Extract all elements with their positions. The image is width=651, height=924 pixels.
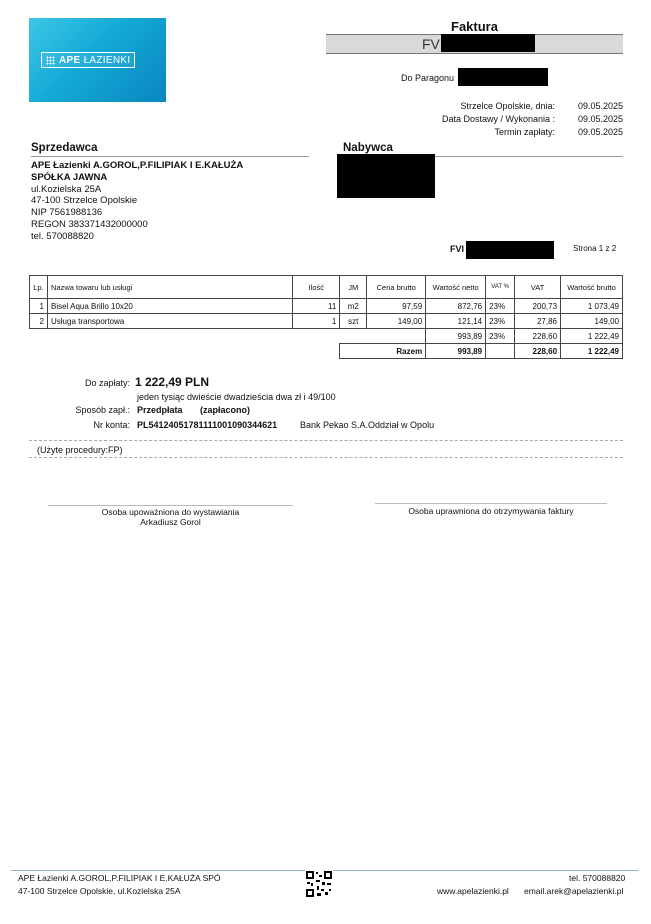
cell-name: Bisel Aqua Brillo 10x20 [47, 299, 292, 314]
seller-regon: REGON 383371432000000 [31, 218, 148, 230]
logo-brand-rest: ŁAZIENKI [83, 54, 131, 66]
col-header-vat: VAT [515, 276, 561, 299]
seller-divider [31, 156, 309, 157]
signature-line-left [48, 505, 293, 506]
page-indicator: Strona 1 z 2 [573, 244, 617, 253]
date-value: 09.05.2025 [577, 101, 623, 111]
redacted-receipt-number [458, 68, 548, 86]
payment-status: (zapłacono) [200, 405, 251, 415]
cell-unit: szt [340, 314, 367, 329]
vat-summary-row [30, 329, 623, 344]
redacted-doc-ref [466, 241, 554, 259]
seller-city: 47-100 Strzelce Opolskie [31, 195, 138, 207]
date-label: Data Dostawy / Wykonania : [442, 114, 555, 124]
cell-net-value: 121,14 [426, 314, 486, 329]
qr-code-icon [305, 870, 333, 898]
cell-vat: 200,73 [515, 299, 561, 314]
col-header-gross-value: Wartość brutto [561, 276, 623, 299]
footer-website: www.apelazienki.pl [437, 886, 509, 896]
grid-dots-icon [46, 56, 55, 65]
summary-net: 993,89 [426, 329, 486, 344]
seller-name: APE Łazienki A.GOROL,P.FILIPIAK I E.KAŁUŻA [31, 160, 244, 171]
seller-nip: NIP 7561988136 [31, 207, 103, 219]
total-net: 993,89 [426, 344, 486, 359]
col-header-net-value: Wartość netto [426, 276, 486, 299]
footer-company: APE Łazienki A.GOROL,P.FILIPIAK I E.KAŁUŻA SPÓ [18, 873, 221, 883]
account-number: PL54124051781111001090344621 [137, 420, 278, 430]
signature-left-label: Osoba upoważniona do wystawiania [101, 507, 240, 517]
document-title: Faktura [451, 19, 498, 34]
seller-street: ul.Kozielska 25A [31, 183, 102, 195]
date-row-delivery [380, 114, 623, 127]
col-header-vat-rate: VAT % [486, 276, 515, 299]
logo-badge [41, 52, 135, 68]
doc-ref-prefix: FVI [450, 244, 465, 254]
footer-address: 47-100 Strzelce Opolskie, ul.Kozielska 25A [18, 886, 181, 896]
total-row [30, 344, 623, 359]
col-header-name: Nazwa towaru lub usługi [47, 276, 292, 299]
table-row [30, 299, 623, 314]
amount-due-label: Do zapłaty: [84, 378, 130, 388]
col-header-lp: Lp. [30, 276, 48, 299]
signature-left-name: Arkadiusz Gorol [140, 517, 201, 527]
procedures-bottom-divider [29, 457, 623, 458]
seller-legal-form: SPÓŁKA JAWNA [31, 171, 108, 183]
vat-summary-spacer [30, 329, 426, 344]
footer-email: email.arek@apelazienki.pl [524, 886, 624, 896]
total-gross: 1 222,49 [561, 344, 623, 359]
cell-name: Usługa transportowa [47, 314, 292, 329]
cell-lp: 1 [30, 299, 48, 314]
company-logo [29, 18, 166, 102]
amount-in-words: jeden tysiąc dwieście dwadzieścia dwa zł i 49/100 [137, 392, 336, 402]
date-label: Termin zapłaty: [494, 127, 555, 137]
footer-tel: tel. 570088820 [569, 873, 626, 883]
amount-due-value: 1 222,49 PLN [135, 375, 210, 389]
payment-method-label: Sposób zapł.: [75, 405, 130, 415]
total-spacer [30, 344, 340, 359]
summary-gross: 1 222,49 [561, 329, 623, 344]
seller-heading: Sprzedawca [31, 142, 98, 154]
dates-block [380, 101, 623, 140]
date-label: Strzelce Opolskie, dnia: [460, 101, 555, 111]
table-row [30, 314, 623, 329]
date-row-issue [380, 101, 623, 114]
procedures-note: (Użyte procedury:FP) [37, 445, 123, 455]
col-header-unit: JM [340, 276, 367, 299]
cell-gross-value: 1 073,49 [561, 299, 623, 314]
receipt-label: Do Paragonu [401, 73, 455, 83]
cell-qty: 11 [293, 299, 340, 314]
account-label: Nr konta: [93, 420, 130, 430]
cell-vat-rate: 23% [486, 299, 515, 314]
date-value: 09.05.2025 [577, 127, 623, 137]
cell-gross-price: 97,59 [367, 299, 426, 314]
cell-net-value: 872,76 [426, 299, 486, 314]
table-header-row [30, 276, 623, 299]
buyer-heading: Nabywca [343, 142, 393, 154]
procedures-top-divider [29, 440, 623, 441]
summary-vat: 228,60 [515, 329, 561, 344]
signature-left [48, 507, 293, 527]
total-vat: 228,60 [515, 344, 561, 359]
total-rate-empty [486, 344, 515, 359]
redacted-buyer [337, 154, 435, 198]
cell-lp: 2 [30, 314, 48, 329]
cell-unit: m2 [340, 299, 367, 314]
date-row-due [380, 127, 623, 140]
total-label: Razem [340, 344, 426, 359]
col-header-gross-price: Cena brutto [367, 276, 426, 299]
payment-method-value: Przedpłata [137, 405, 183, 415]
redacted-invoice-number [441, 34, 535, 52]
logo-brand-bold: APE [59, 54, 81, 66]
cell-gross-price: 149,00 [367, 314, 426, 329]
cell-vat: 27,86 [515, 314, 561, 329]
cell-gross-value: 149,00 [561, 314, 623, 329]
invoice-number-prefix: FV [422, 36, 440, 52]
cell-vat-rate: 23% [486, 314, 515, 329]
bank-name: Bank Pekao S.A.Oddział w Opolu [300, 420, 435, 430]
cell-qty: 1 [293, 314, 340, 329]
col-header-qty: Ilość [293, 276, 340, 299]
items-table [29, 275, 623, 359]
signature-line-right [375, 503, 607, 504]
logo-text [59, 55, 130, 66]
seller-tel: tel. 570088820 [31, 230, 94, 242]
signature-right-label: Osoba uprawniona do otrzymywania faktury [408, 506, 574, 516]
summary-rate: 23% [486, 329, 515, 344]
seller-details [31, 160, 243, 243]
date-value: 09.05.2025 [577, 114, 623, 124]
